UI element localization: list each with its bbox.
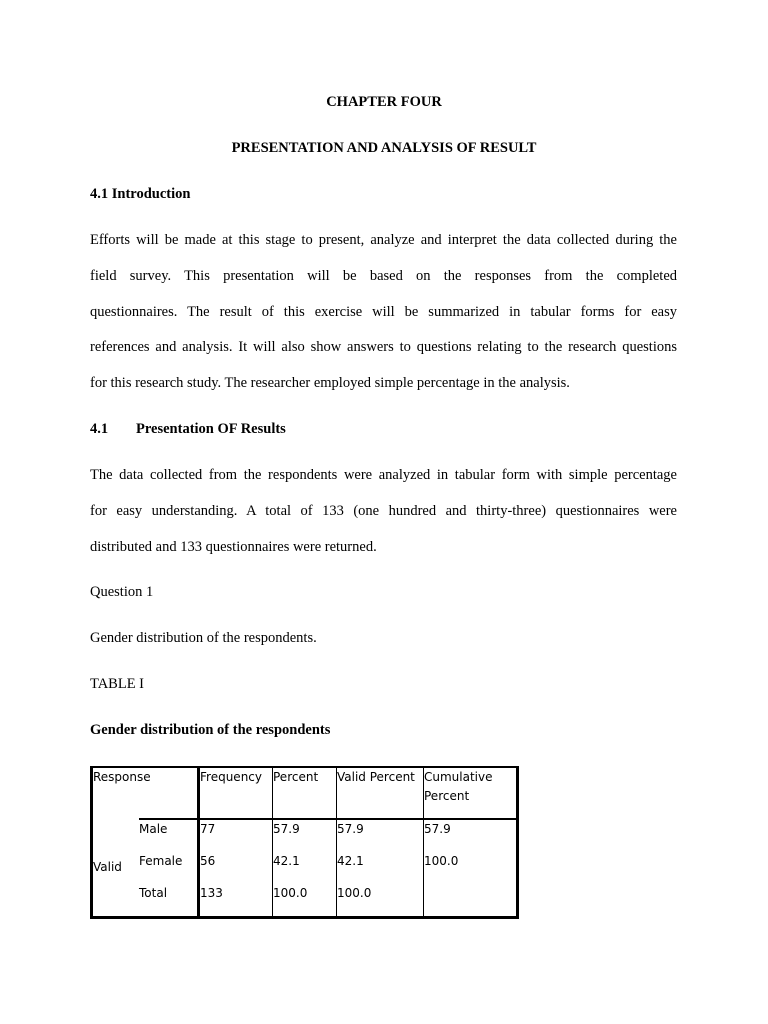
chapter-title: CHAPTER FOUR [326, 94, 442, 110]
table-row [92, 819, 518, 852]
chapter-subtitle: PRESENTATION AND ANALYSIS OF RESULT [231, 140, 537, 156]
paragraph-line: Efforts will be made at this stage to present, analyze and interpret the data collected during the [90, 232, 677, 248]
paragraph-line: references and analysis. It will also show answers to questions relating to the research questions [90, 339, 677, 356]
table-row [92, 884, 518, 918]
cell-valid-percent: 42.1 [337, 852, 424, 884]
cell-percent: 100.0 [273, 884, 337, 918]
cell-percent: 42.1 [273, 852, 337, 884]
paragraph-line: questionnaires. The result of this exercise will be summarized in tabular forms for easy [90, 303, 677, 320]
table-caption: Gender distribution of the respondents [90, 722, 331, 738]
paragraph-line: for easy understanding. A total of 133 (one hundred and thirty-three) questionnaires were [90, 502, 677, 519]
header-cumulative-percent: Cumulative Percent [424, 767, 518, 819]
cell-cumulative-percent: 100.0 [424, 852, 518, 884]
cell-percent: 57.9 [273, 819, 337, 852]
section-results-heading [90, 421, 286, 438]
table-header-row [92, 767, 518, 819]
introduction-paragraph [90, 230, 677, 409]
header-response: Response [92, 767, 199, 819]
header-percent: Percent [273, 767, 337, 819]
row-label: Total [139, 884, 199, 918]
paragraph-line: The data collected from the respondents were analyzed in tabular form with simple percentage [90, 467, 677, 483]
cell-frequency: 133 [199, 884, 273, 918]
section-title: Presentation OF Results [136, 421, 286, 437]
paragraph-line: for this research study. The researcher employed simple percentage in the analysis. [90, 375, 570, 392]
paragraph-line: distributed and 133 questionnaires were returned. [90, 538, 377, 555]
cell-frequency: 77 [199, 819, 273, 852]
paragraph-line: field survey. This presentation will be based on the responses from the completed [90, 267, 677, 284]
question-label: Question 1 [90, 584, 154, 600]
row-label: Male [139, 819, 199, 852]
header-frequency: Frequency [199, 767, 273, 819]
cell-frequency: 56 [199, 852, 273, 884]
cell-valid-percent: 100.0 [337, 884, 424, 918]
cell-cumulative-percent [424, 884, 518, 918]
section-introduction-heading: 4.1 Introduction [90, 186, 191, 202]
cell-cumulative-percent: 57.9 [424, 819, 518, 852]
gender-distribution-table [90, 766, 519, 919]
results-paragraph [90, 465, 677, 572]
table-row [92, 852, 518, 884]
row-label: Female [139, 854, 183, 868]
question-text: Gender distribution of the respondents. [90, 630, 317, 646]
section-number: 4.1 [90, 421, 109, 437]
table-label: TABLE I [90, 676, 145, 692]
header-valid-percent: Valid Percent [337, 767, 424, 819]
group-label-valid: Valid [92, 819, 140, 918]
cell-valid-percent: 57.9 [337, 819, 424, 852]
